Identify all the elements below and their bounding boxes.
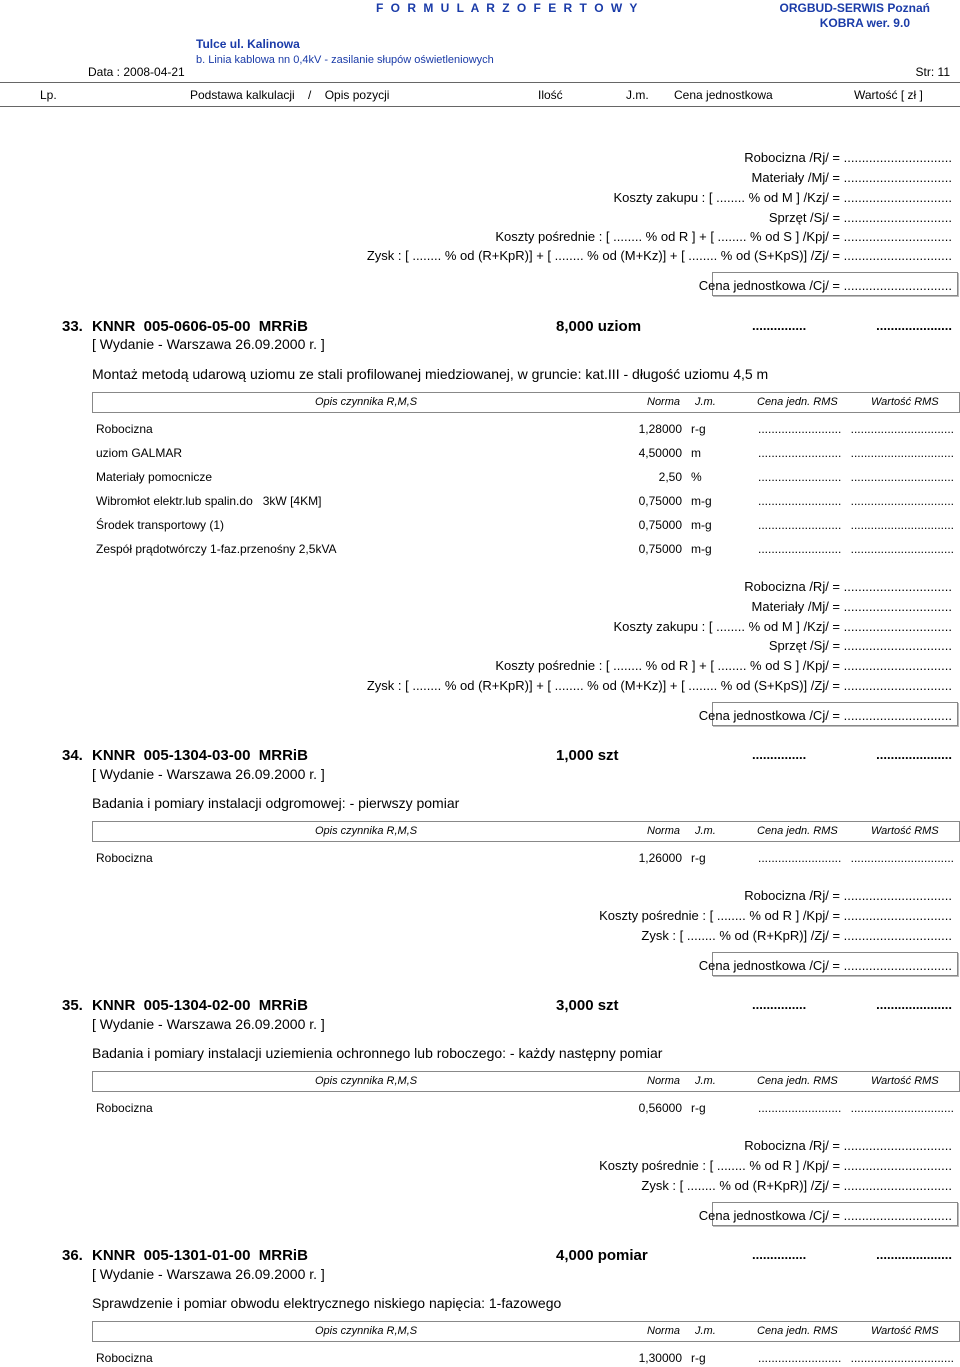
- sum-robocizna: Robocizna /Rj/ = ..............................: [744, 888, 952, 903]
- position-edition: [ Wydanie - Warszawa 26.09.2000 r. ]: [92, 336, 325, 352]
- position-price-dots: ...............: [752, 318, 807, 333]
- factor-name: Środek transportowy (1): [96, 518, 225, 532]
- factor-unit: r-g: [691, 422, 706, 436]
- factor-col-norma: Norma: [647, 1075, 681, 1087]
- factor-col-jm: J.m.: [695, 396, 716, 408]
- factor-norma: 1,28000: [638, 422, 682, 436]
- position-edition: [ Wydanie - Warszawa 26.09.2000 r. ]: [92, 1266, 325, 1282]
- factor-table-header: [92, 1321, 960, 1342]
- factor-unit: %: [691, 470, 702, 484]
- sum-robocizna: Robocizna /Rj/ = ..............................: [744, 579, 952, 594]
- position-price-dots: ...............: [752, 997, 807, 1012]
- position-price-dots: ...............: [752, 747, 807, 762]
- factor-norma: 1,30000: [638, 1351, 682, 1365]
- factor-price-dots: .........................: [758, 446, 842, 460]
- position-price-dots: ...............: [752, 1247, 807, 1262]
- sum-zysk: Zysk : [ ........ % od (R+KpR)] + [ ........ % od (M+Kz)] + [ ........ % od (S+KpS)] /Zj/ = ..............................: [366, 248, 952, 263]
- position-value-dots: .....................: [876, 1247, 952, 1262]
- factor-unit: r-g: [691, 851, 706, 865]
- factor-price-dots: .........................: [758, 1101, 842, 1115]
- factor-col-cena: Cena jedn. RMS: [757, 396, 838, 408]
- factor-row: [96, 1101, 954, 1117]
- factor-unit: m: [691, 446, 701, 460]
- factor-price-dots: .........................: [758, 542, 842, 556]
- factor-norma: 0,56000: [638, 1101, 682, 1115]
- column-lp: Lp.: [40, 88, 57, 102]
- position-quantity: 4,000 pomiar: [556, 1247, 648, 1264]
- position-edition: [ Wydanie - Warszawa 26.09.2000 r. ]: [92, 1016, 325, 1032]
- sum-zysk: Zysk : [ ........ % od (R+KpR)] /Zj/ = ..............................: [641, 928, 952, 943]
- factor-col-cena: Cena jedn. RMS: [757, 1325, 838, 1337]
- factor-norma: 4,50000: [638, 446, 682, 460]
- factor-norma: 1,26000: [638, 851, 682, 865]
- factor-col-opis: Opis czynnika R,M,S: [315, 396, 418, 408]
- factor-price-dots: .........................: [758, 1351, 842, 1365]
- sum-koszty-zakupu: Koszty zakupu : [ ........ % od M ] /Kzj/ = ..............................: [613, 190, 952, 205]
- factor-value-dots: ...............................: [850, 470, 954, 484]
- factor-price-dots: .........................: [758, 494, 842, 508]
- factor-row: [96, 422, 954, 438]
- factor-table-header: [92, 392, 960, 413]
- factor-price-dots: .........................: [758, 470, 842, 484]
- factor-col-cena: Cena jedn. RMS: [757, 825, 838, 837]
- header-divider-top: [0, 82, 960, 83]
- position-value-dots: .....................: [876, 318, 952, 333]
- position-code: KNNR 005-1304-02-00 MRRiB: [92, 997, 308, 1014]
- position-value-dots: .....................: [876, 747, 952, 762]
- factor-table-header: [92, 821, 960, 842]
- sum-materialy: Materiały /Mj/ = ..............................: [751, 170, 952, 185]
- position-code: KNNR 005-1301-01-00 MRRiB: [92, 1247, 308, 1264]
- factor-price-dots: .........................: [758, 422, 842, 436]
- column-basis: Podstawa kalkulacji / Opis pozycji: [190, 88, 390, 102]
- factor-norma: 0,75000: [638, 518, 682, 532]
- factor-value-dots: ...............................: [850, 518, 954, 532]
- factor-norma: 0,75000: [638, 542, 682, 556]
- position-description: Badania i pomiary instalacji odgromowej: - pierwszy pomiar: [92, 795, 460, 811]
- project-title: Tulce ul. Kalinowa: [196, 37, 300, 51]
- factor-row: [96, 494, 954, 510]
- factor-col-norma: Norma: [647, 825, 681, 837]
- position-quantity: 8,000 uziom: [556, 318, 642, 335]
- sum-koszty-zakupu: Koszty zakupu : [ ........ % od M ] /Kzj/ = ..............................: [613, 619, 952, 634]
- factor-value-dots: ...............................: [850, 851, 954, 865]
- factor-col-wartosc: Wartość RMS: [871, 396, 939, 408]
- factor-col-opis: Opis czynnika R,M,S: [315, 1075, 418, 1087]
- sum-koszty-posrednie: Koszty pośrednie : [ ........ % od R ] /Kpj/ = ..............................: [599, 908, 952, 923]
- column-qty: Ilość: [538, 88, 563, 102]
- sum-koszty-posrednie: Koszty pośrednie : [ ........ % od R ] + [ ........ % od S ] /Kpj/ = ..............................: [495, 658, 952, 673]
- factor-col-jm: J.m.: [695, 1075, 716, 1087]
- factor-col-jm: J.m.: [695, 1325, 716, 1337]
- factor-row: [96, 851, 954, 867]
- company-name: ORGBUD-SERWIS Poznań: [779, 1, 930, 15]
- position-quantity: 1,000 szt: [556, 747, 619, 764]
- page-number: Str: 11: [915, 65, 950, 79]
- document-date: Data : 2008-04-21: [88, 65, 185, 79]
- factor-norma: 2,50: [658, 470, 682, 484]
- program-version: KOBRA wer. 9.0: [819, 16, 910, 30]
- factor-col-cena: Cena jedn. RMS: [757, 1075, 838, 1087]
- factor-col-norma: Norma: [647, 396, 681, 408]
- position-description: Sprawdzenie i pomiar obwodu elektrycznego niskiego napięcia: 1-fazowego: [92, 1295, 562, 1311]
- factor-name: Robocizna: [96, 422, 153, 436]
- sum-robocizna: Robocizna /Rj/ = ..............................: [744, 150, 952, 165]
- sum-zysk: Zysk : [ ........ % od (R+KpR)] + [ ........ % od (M+Kz)] + [ ........ % od (S+KpS)] /Zj/ = ..............................: [366, 678, 952, 693]
- factor-col-opis: Opis czynnika R,M,S: [315, 825, 418, 837]
- factor-name: Robocizna: [96, 851, 153, 865]
- sum-sprzet: Sprzęt /Sj/ = ..............................: [768, 638, 952, 653]
- factor-unit: m-g: [691, 542, 712, 556]
- factor-col-wartosc: Wartość RMS: [871, 1325, 939, 1337]
- header-divider-bottom: [0, 106, 960, 107]
- factor-value-dots: ...............................: [850, 422, 954, 436]
- sum-cena-jednostkowa: Cena jednostkowa /Cj/ = ..............................: [698, 1208, 952, 1223]
- factor-value-dots: ...............................: [850, 1351, 954, 1365]
- factor-col-jm: J.m.: [695, 825, 716, 837]
- factor-row: [96, 470, 954, 486]
- sum-robocizna: Robocizna /Rj/ = ..............................: [744, 1138, 952, 1153]
- factor-value-dots: ...............................: [850, 542, 954, 556]
- factor-value-dots: ...............................: [850, 1101, 954, 1115]
- form-title: F O R M U L A R Z O F E R T O W Y: [376, 1, 640, 15]
- column-unit-price: Cena jednostkowa: [674, 88, 773, 102]
- position-number: 34.: [62, 747, 83, 764]
- position-description: Badania i pomiary instalacji uziemienia ochronnego lub roboczego: - każdy następny pomiar: [92, 1045, 663, 1061]
- sum-koszty-posrednie: Koszty pośrednie : [ ........ % od R ] + [ ........ % od S ] /Kpj/ = ..............................: [495, 229, 952, 244]
- factor-row: [96, 446, 954, 462]
- sum-koszty-posrednie: Koszty pośrednie : [ ........ % od R ] /Kpj/ = ..............................: [599, 1158, 952, 1173]
- factor-row: [96, 518, 954, 534]
- project-subtitle: b. Linia kablowa nn 0,4kV - zasilanie słupów oświetleniowych: [196, 54, 494, 66]
- factor-row: [96, 542, 954, 558]
- position-edition: [ Wydanie - Warszawa 26.09.2000 r. ]: [92, 766, 325, 782]
- factor-table-header: [92, 1071, 960, 1092]
- factor-unit: m-g: [691, 518, 712, 532]
- position-description: Montaż metodą udarową uziomu ze stali profilowanej miedziowanej, w gruncie: kat.III - długość uziomu 4,5 m: [92, 366, 769, 382]
- factor-price-dots: .........................: [758, 851, 842, 865]
- factor-name: Robocizna: [96, 1351, 153, 1365]
- factor-col-norma: Norma: [647, 1325, 681, 1337]
- factor-name: Materiały pomocnicze: [96, 470, 213, 484]
- position-code: KNNR 005-0606-05-00 MRRiB: [92, 318, 308, 335]
- position-code: KNNR 005-1304-03-00 MRRiB: [92, 747, 308, 764]
- factor-col-wartosc: Wartość RMS: [871, 1075, 939, 1087]
- factor-norma: 0,75000: [638, 494, 682, 508]
- factor-name: Robocizna: [96, 1101, 153, 1115]
- factor-value-dots: ...............................: [850, 494, 954, 508]
- factor-price-dots: .........................: [758, 518, 842, 532]
- factor-value-dots: ...............................: [850, 446, 954, 460]
- factor-unit: m-g: [691, 494, 712, 508]
- sum-materialy: Materiały /Mj/ = ..............................: [751, 599, 952, 614]
- column-value: Wartość [ zł ]: [854, 88, 923, 102]
- factor-name: Wibromłot elektr.lub spalin.do 3kW [4KM]: [96, 494, 322, 508]
- sum-sprzet: Sprzęt /Sj/ = ..............................: [768, 210, 952, 225]
- factor-col-wartosc: Wartość RMS: [871, 825, 939, 837]
- sum-cena-jednostkowa: Cena jednostkowa /Cj/ = ..............................: [698, 708, 952, 723]
- factor-name: Zespół prądotwórczy 1-faz.przenośny 2,5kVA: [96, 542, 337, 556]
- position-number: 35.: [62, 997, 83, 1014]
- position-value-dots: .....................: [876, 997, 952, 1012]
- position-number: 36.: [62, 1247, 83, 1264]
- column-unit: J.m.: [626, 88, 649, 102]
- factor-unit: r-g: [691, 1101, 706, 1115]
- factor-name: uziom GALMAR: [96, 446, 183, 460]
- factor-row: [96, 1351, 954, 1367]
- position-quantity: 3,000 szt: [556, 997, 619, 1014]
- factor-unit: r-g: [691, 1351, 706, 1365]
- sum-cena-jednostkowa: Cena jednostkowa /Cj/ = ..............................: [698, 958, 952, 973]
- position-number: 33.: [62, 318, 83, 335]
- factor-col-opis: Opis czynnika R,M,S: [315, 1325, 418, 1337]
- sum-zysk: Zysk : [ ........ % od (R+KpR)] /Zj/ = ..............................: [641, 1178, 952, 1193]
- sum-cena-jednostkowa: Cena jednostkowa /Cj/ = ..............................: [698, 278, 952, 293]
